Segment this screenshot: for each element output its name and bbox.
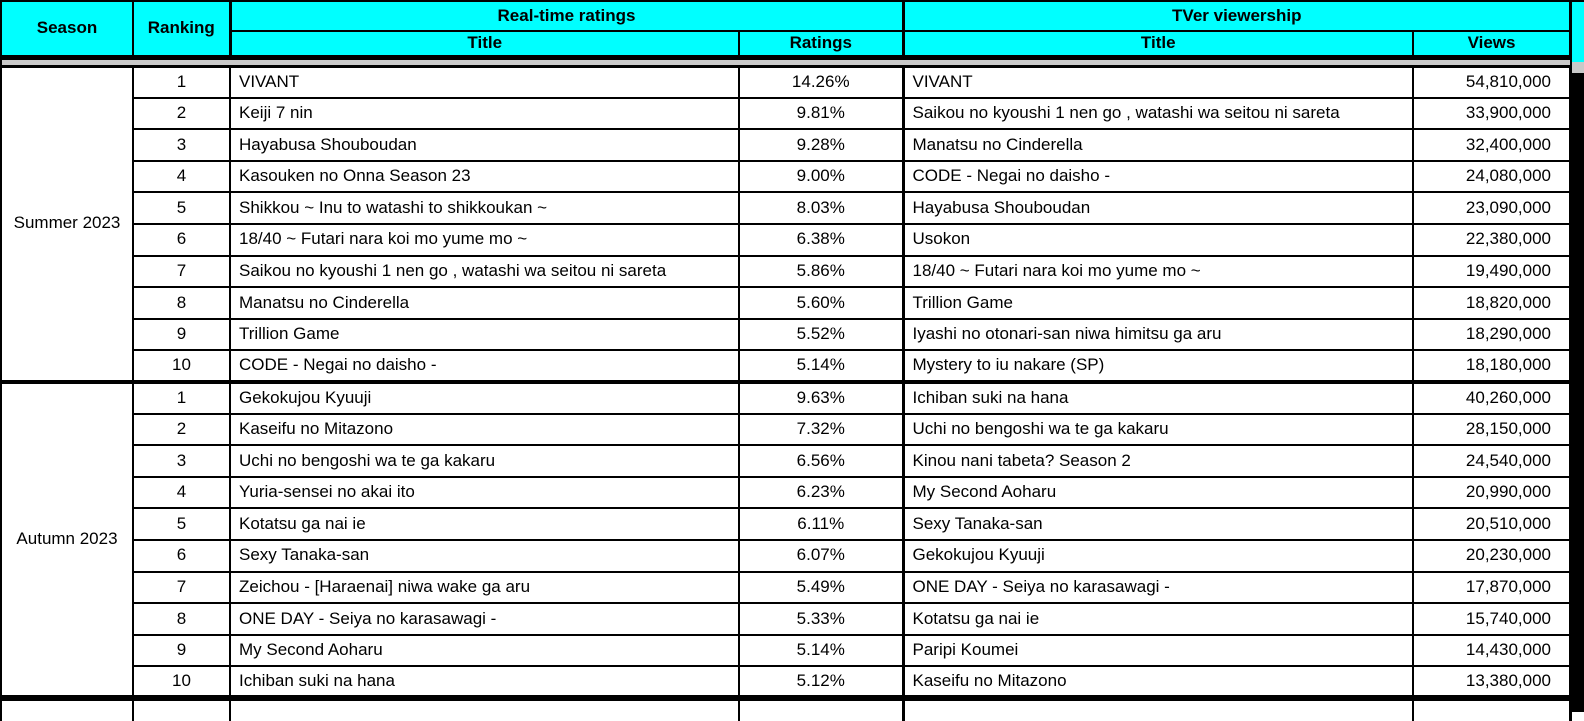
- realtime-title-cell: Keiji 7 nin: [230, 98, 739, 130]
- rating-cell: 9.28%: [739, 129, 903, 161]
- rank-cell: 3: [133, 445, 230, 477]
- rating-cell: 8.03%: [739, 192, 903, 224]
- rating-cell: 6.56%: [739, 445, 903, 477]
- rank-cell: 4: [133, 477, 230, 509]
- table-row: [1, 192, 1571, 224]
- rating-cell: 14.26%: [739, 66, 903, 98]
- tver-title-cell: Hayabusa Shouboudan: [903, 192, 1413, 224]
- views-cell: 13,380,000: [1413, 666, 1571, 698]
- clipped-cell: [1, 698, 133, 721]
- table-row: [1, 350, 1571, 382]
- table-row: [1, 445, 1571, 477]
- rating-cell: 5.52%: [739, 319, 903, 351]
- col-header-realtime-title: Title: [230, 31, 739, 57]
- rank-cell: 1: [133, 66, 230, 98]
- clipped-cell: [903, 698, 1413, 721]
- tver-title-cell: My Second Aoharu: [903, 477, 1413, 509]
- views-cell: 23,090,000: [1413, 192, 1571, 224]
- tver-title-cell: 18/40 ~ Futari nara koi mo yume mo ~: [903, 256, 1413, 288]
- views-cell: 20,230,000: [1413, 540, 1571, 572]
- col-header-season: Season: [1, 1, 133, 57]
- realtime-title-cell: Sexy Tanaka-san: [230, 540, 739, 572]
- views-cell: 33,900,000: [1413, 98, 1571, 130]
- clipped-cell: [1413, 698, 1571, 721]
- realtime-title-cell: Hayabusa Shouboudan: [230, 129, 739, 161]
- tver-title-cell: Sexy Tanaka-san: [903, 508, 1413, 540]
- clipped-cell: [133, 698, 230, 721]
- col-header-ranking: Ranking: [133, 1, 230, 57]
- season-cell: Autumn 2023: [1, 382, 133, 698]
- rank-cell: 3: [133, 129, 230, 161]
- realtime-title-cell: Saikou no kyoushi 1 nen go , watashi wa seitou ni sareta: [230, 256, 739, 288]
- rank-cell: 6: [133, 224, 230, 256]
- rating-cell: 5.14%: [739, 350, 903, 382]
- rank-cell: 7: [133, 256, 230, 288]
- table-row: [1, 540, 1571, 572]
- rank-cell: 2: [133, 98, 230, 130]
- realtime-title-cell: ONE DAY - Seiya no karasawagi -: [230, 603, 739, 635]
- right-edge-divider-sliver: [1572, 62, 1584, 73]
- right-edge-header-sliver: [1572, 0, 1584, 62]
- table-row: [1, 572, 1571, 604]
- rank-cell: 8: [133, 287, 230, 319]
- realtime-title-cell: Manatsu no Cinderella: [230, 287, 739, 319]
- realtime-title-cell: CODE - Negai no daisho -: [230, 350, 739, 382]
- rank-cell: 9: [133, 635, 230, 667]
- group-header-tver-viewership: TVer viewership: [903, 1, 1571, 31]
- tver-title-cell: Mystery to iu nakare (SP): [903, 350, 1413, 382]
- rating-cell: 5.14%: [739, 635, 903, 667]
- rating-cell: 6.23%: [739, 477, 903, 509]
- views-cell: 14,430,000: [1413, 635, 1571, 667]
- realtime-title-cell: Kotatsu ga nai ie: [230, 508, 739, 540]
- rating-cell: 9.81%: [739, 98, 903, 130]
- realtime-title-cell: Ichiban suki na hana: [230, 666, 739, 698]
- views-cell: 24,540,000: [1413, 445, 1571, 477]
- table-row: [1, 508, 1571, 540]
- tver-title-cell: CODE - Negai no daisho -: [903, 161, 1413, 193]
- tver-title-cell: Kotatsu ga nai ie: [903, 603, 1413, 635]
- rank-cell: 8: [133, 603, 230, 635]
- table-row: [1, 635, 1571, 667]
- tver-title-cell: ONE DAY - Seiya no karasawagi -: [903, 572, 1413, 604]
- views-cell: 22,380,000: [1413, 224, 1571, 256]
- tver-title-cell: Ichiban suki na hana: [903, 382, 1413, 414]
- rating-cell: 6.38%: [739, 224, 903, 256]
- clipped-bottom-row: [1, 698, 1571, 721]
- table-row: [1, 98, 1571, 130]
- rank-cell: 4: [133, 161, 230, 193]
- rank-cell: 10: [133, 666, 230, 698]
- table-row: [1, 603, 1571, 635]
- tver-title-cell: Kaseifu no Mitazono: [903, 666, 1413, 698]
- clipped-cell: [739, 698, 903, 721]
- realtime-title-cell: Kasouken no Onna Season 23: [230, 161, 739, 193]
- rank-cell: 1: [133, 382, 230, 414]
- group-header-realtime-ratings: Real-time ratings: [230, 1, 903, 31]
- rank-cell: 7: [133, 572, 230, 604]
- tver-title-cell: Saikou no kyoushi 1 nen go , watashi wa seitou ni sareta: [903, 98, 1413, 130]
- realtime-title-cell: 18/40 ~ Futari nara koi mo yume mo ~: [230, 224, 739, 256]
- table-row: [1, 224, 1571, 256]
- table-row: [1, 477, 1571, 509]
- views-cell: 28,150,000: [1413, 414, 1571, 446]
- col-header-views: Views: [1413, 31, 1571, 57]
- views-cell: 40,260,000: [1413, 382, 1571, 414]
- tver-title-cell: VIVANT: [903, 66, 1413, 98]
- rating-cell: 9.63%: [739, 382, 903, 414]
- table-row: [1, 287, 1571, 319]
- views-cell: 54,810,000: [1413, 66, 1571, 98]
- tver-title-cell: Paripi Koumei: [903, 635, 1413, 667]
- table-row: [1, 666, 1571, 698]
- season-cell: Summer 2023: [1, 66, 133, 382]
- views-cell: 18,290,000: [1413, 319, 1571, 351]
- views-cell: 18,820,000: [1413, 287, 1571, 319]
- views-cell: 19,490,000: [1413, 256, 1571, 288]
- rating-cell: 5.60%: [739, 287, 903, 319]
- rank-cell: 5: [133, 192, 230, 224]
- views-cell: 17,870,000: [1413, 572, 1571, 604]
- rating-cell: 7.32%: [739, 414, 903, 446]
- rank-cell: 5: [133, 508, 230, 540]
- table-row: [1, 256, 1571, 288]
- header-body-divider: [1, 57, 1571, 66]
- right-edge-border: [1572, 73, 1584, 712]
- views-cell: 32,400,000: [1413, 129, 1571, 161]
- realtime-title-cell: Uchi no bengoshi wa te ga kakaru: [230, 445, 739, 477]
- table-row: [1, 66, 1571, 98]
- rating-cell: 6.07%: [739, 540, 903, 572]
- rating-cell: 5.33%: [739, 603, 903, 635]
- table-row: [1, 382, 1571, 414]
- table-row: [1, 414, 1571, 446]
- rating-cell: 9.00%: [739, 161, 903, 193]
- table-row: [1, 161, 1571, 193]
- realtime-title-cell: VIVANT: [230, 66, 739, 98]
- realtime-title-cell: Shikkou ~ Inu to watashi to shikkoukan ~: [230, 192, 739, 224]
- realtime-title-cell: Kaseifu no Mitazono: [230, 414, 739, 446]
- tver-title-cell: Uchi no bengoshi wa te ga kakaru: [903, 414, 1413, 446]
- tver-title-cell: Kinou nani tabeta? Season 2: [903, 445, 1413, 477]
- clipped-cell: [230, 698, 739, 721]
- realtime-title-cell: Gekokujou Kyuuji: [230, 382, 739, 414]
- rating-cell: 5.12%: [739, 666, 903, 698]
- tver-title-cell: Iyashi no otonari-san niwa himitsu ga aru: [903, 319, 1413, 351]
- tver-title-cell: Gekokujou Kyuuji: [903, 540, 1413, 572]
- views-cell: 20,990,000: [1413, 477, 1571, 509]
- rank-cell: 10: [133, 350, 230, 382]
- rank-cell: 9: [133, 319, 230, 351]
- rating-cell: 5.49%: [739, 572, 903, 604]
- realtime-title-cell: Yuria-sensei no akai ito: [230, 477, 739, 509]
- views-cell: 18,180,000: [1413, 350, 1571, 382]
- tver-title-cell: Manatsu no Cinderella: [903, 129, 1413, 161]
- views-cell: 20,510,000: [1413, 508, 1571, 540]
- col-header-tver-title: Title: [903, 31, 1413, 57]
- tver-title-cell: Usokon: [903, 224, 1413, 256]
- views-cell: 24,080,000: [1413, 161, 1571, 193]
- table-row: [1, 129, 1571, 161]
- rank-cell: 2: [133, 414, 230, 446]
- rating-cell: 5.86%: [739, 256, 903, 288]
- realtime-title-cell: Trillion Game: [230, 319, 739, 351]
- tver-title-cell: Trillion Game: [903, 287, 1413, 319]
- views-cell: 15,740,000: [1413, 603, 1571, 635]
- table-row: [1, 319, 1571, 351]
- rating-cell: 6.11%: [739, 508, 903, 540]
- col-header-ratings: Ratings: [739, 31, 903, 57]
- right-edge-bottom-sliver: [1572, 712, 1584, 721]
- rank-cell: 6: [133, 540, 230, 572]
- realtime-title-cell: Zeichou - [Haraenai] niwa wake ga aru: [230, 572, 739, 604]
- right-edge-cutoff: [1572, 0, 1584, 721]
- realtime-title-cell: My Second Aoharu: [230, 635, 739, 667]
